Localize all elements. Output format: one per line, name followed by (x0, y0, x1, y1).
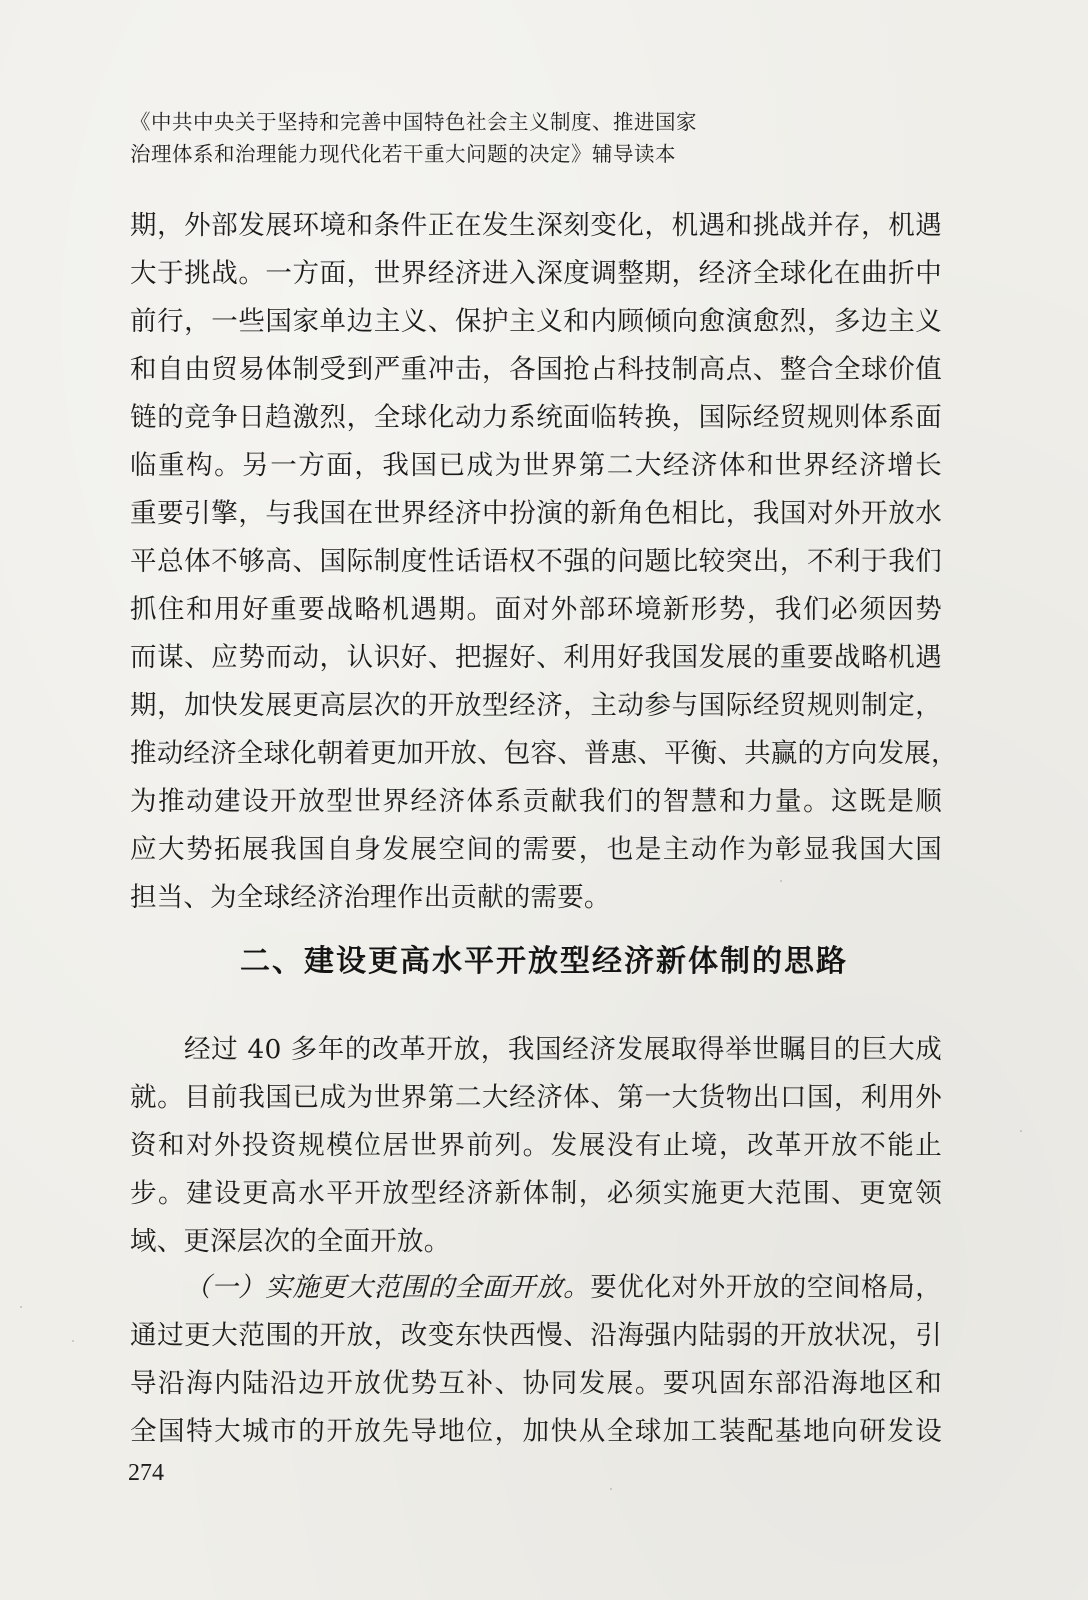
text-line: 期，外部发展环境和条件正在发生深刻变化，机遇和挑战并存，机遇 (130, 210, 942, 241)
text-line: 导沿海内陆沿边开放优势互补、协同发展。要巩固东部沿海地区和 (130, 1368, 942, 1399)
scan-speck (20, 1306, 22, 1308)
text-line: 通过更大范围的开放，改变东快西慢、沿海强内陆弱的开放状况，引 (130, 1320, 942, 1351)
text-line: 期，加快发展更高层次的开放型经济，主动参与国际经贸规则制定， (130, 690, 942, 721)
paragraph-2 (130, 1026, 942, 1266)
paragraph-1 (130, 202, 958, 922)
scan-speck (72, 1340, 74, 1342)
subsection-heading: （一）实施更大范围的全面开放。 (184, 1272, 591, 1303)
text-line: 前行，一些国家单边主义、保护主义和内顾倾向愈演愈烈，多边主义 (130, 306, 942, 337)
scan-speck (780, 880, 782, 882)
text-line: 为推动建设开放型世界经济体系贡献我们的智慧和力量。这既是顺 (130, 786, 942, 817)
text-line: 域、更深层次的全面开放。 (130, 1226, 451, 1257)
running-header-line-2: 治理体系和治理能力现代化若干重大问题的决定》辅导读本 (130, 142, 676, 166)
text-line: 抓住和用好重要战略机遇期。面对外部环境新形势，我们必须因势 (130, 594, 942, 625)
section-heading: 二、建设更高水平开放型经济新体制的思路 (240, 944, 848, 979)
scan-speck (610, 1488, 612, 1490)
scan-speck (1020, 1130, 1022, 1132)
text-line: 临重构。另一方面，我国已成为世界第二大经济体和世界经济增长 (130, 450, 942, 481)
text-line: 链的竞争日趋激烈，全球化动力系统面临转换，国际经贸规则体系面 (130, 402, 942, 433)
text-line: 和自由贸易体制受到严重冲击，各国抢占科技制高点、整合全球价值 (130, 354, 942, 385)
text-line: 经过 40 多年的改革开放，我国经济发展取得举世瞩目的巨大成 (184, 1034, 942, 1065)
text-line: 平总体不够高、国际制度性话语权不强的问题比较突出，不利于我们 (130, 546, 942, 577)
text-line: 全国特大城市的开放先导地位，加快从全球加工装配基地向研发设 (130, 1416, 942, 1447)
page-number: 274 (128, 1460, 164, 1486)
text-line: 担当、为全球经济治理作出贡献的需要。 (130, 882, 611, 913)
text-line-with-subheading (130, 1264, 942, 1312)
text-line: 就。目前我国已成为世界第二大经济体、第一大货物出口国，利用外 (130, 1082, 942, 1113)
text-line: 推动经济全球化朝着更加开放、包容、普惠、平衡、共赢的方向发展， (130, 738, 958, 769)
paragraph-3 (130, 1264, 942, 1456)
text-line: 而谋、应势而动，认识好、把握好、利用好我国发展的重要战略机遇 (130, 642, 942, 673)
text-line: 重要引擎，与我国在世界经济中扮演的新角色相比，我国对外开放水 (130, 498, 942, 529)
text-line: 资和对外投资规模位居世界前列。发展没有止境，改革开放不能止 (130, 1130, 942, 1161)
running-header-line-1: 《中共中央关于坚持和完善中国特色社会主义制度、推进国家 (130, 110, 697, 134)
text-line: 大于挑战。一方面，世界经济进入深度调整期，经济全球化在曲折中 (130, 258, 942, 289)
text-run: 要优化对外开放的空间格局， (590, 1272, 942, 1303)
text-line: 应大势拓展我国自身发展空间的需要，也是主动作为彰显我国大国 (130, 834, 942, 865)
text-line: 步。建设更高水平开放型经济新体制，必须实施更大范围、更宽领 (130, 1178, 942, 1209)
running-header (130, 106, 890, 170)
